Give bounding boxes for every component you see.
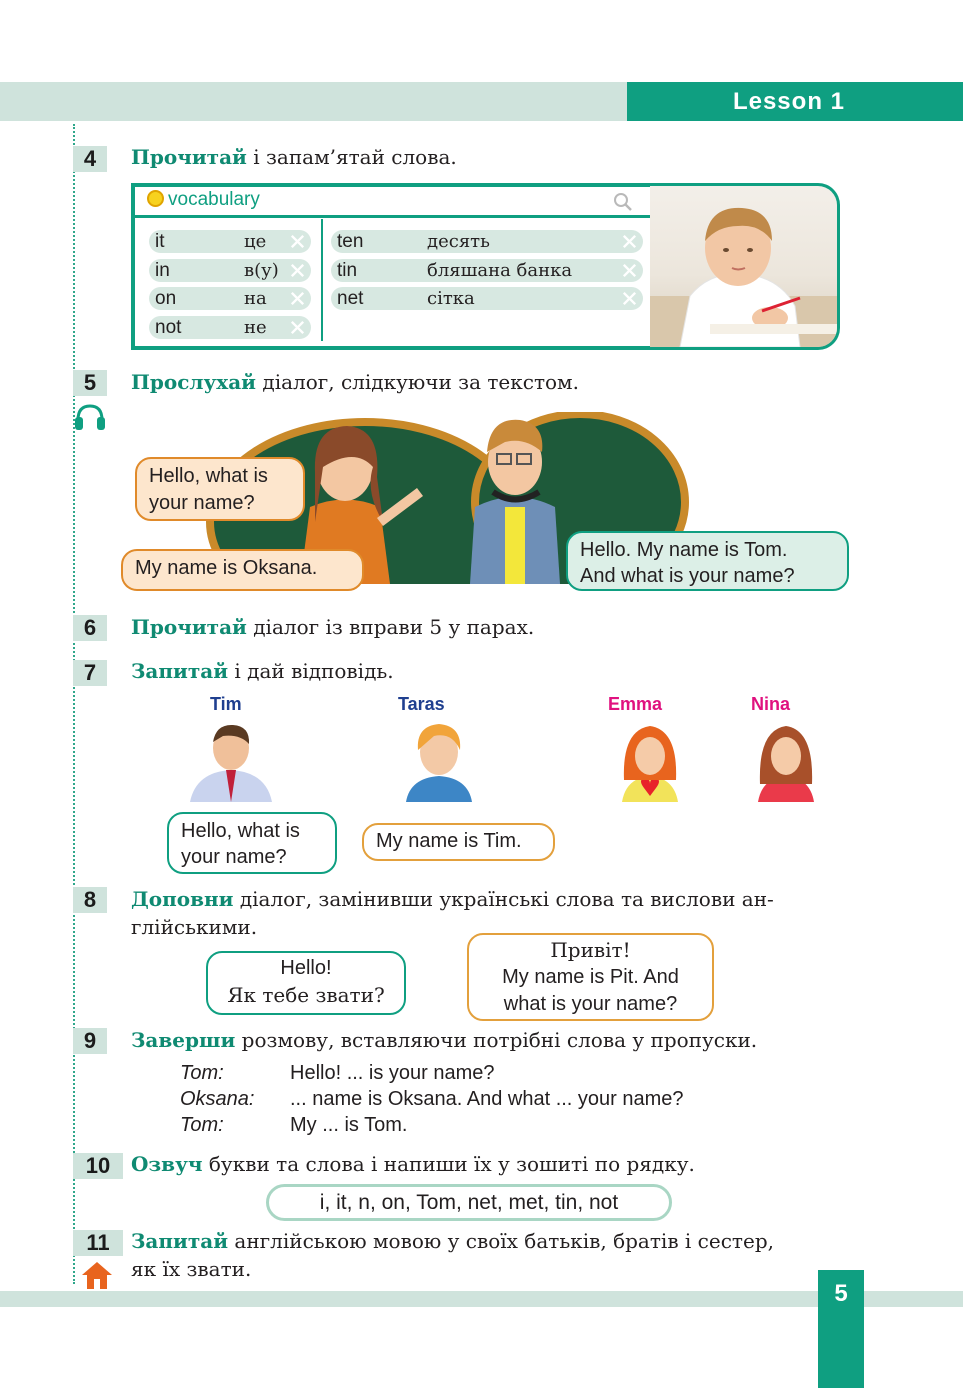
headphones-icon [73,402,107,432]
lesson-title: Lesson 1 [627,82,963,121]
tim-portrait [188,720,274,802]
close-icon [620,261,639,280]
close-icon [288,232,307,251]
letters-box: i, it, n, on, Tom, net, met, tin, not [266,1184,672,1221]
exercise-number-9: 9 [73,1028,107,1054]
exercise-9-instruction: Заверши розмову, вставляючи потрібні слова у пропуски. [131,1028,758,1052]
search-icon [613,192,633,212]
close-icon [288,289,307,308]
vocab-item: net сітка [331,287,643,310]
speech-bubble-pit: Привіт! My name is Pit. And what is your name? [467,933,714,1021]
vocabulary-dot-icon [147,190,164,207]
exercise-4-instruction: Прочитай і запам’ятай слова. [131,145,457,169]
exercise-5-instruction: Прослухай діалог, слідкуючи за текстом. [131,370,579,394]
vocabulary-title: vocabulary [168,189,260,210]
vocab-item: ten десять [331,230,643,253]
exercise-11-instruction: Запитай англійською мовою у своїх батьків, братів і сестер, як їх звати. [131,1229,774,1281]
vocabulary-header [135,187,652,218]
dialogue-line: Oksana: ... name is Oksana. And what ... your name? [180,1088,684,1110]
margin-dotted-line [73,124,75,1284]
vocabulary-box [131,183,656,350]
vocab-item: tin бляшана банка [331,259,643,282]
name-nina: Nina [751,694,791,714]
exercise-number-11: 11 [73,1230,123,1256]
home-icon [80,1260,114,1290]
vocab-item: on на [149,287,311,310]
page-number: 5 [818,1270,864,1388]
boy-writing-photo [650,183,840,350]
vocabulary-divider [321,219,323,341]
taras-portrait [404,720,474,802]
speech-bubble-hello: Hello! Як тебе звати? [206,951,406,1015]
exercise-10-instruction: Озвуч букви та слова і напиши їх у зошиті по рядку. [131,1152,695,1176]
exercise-number-5: 5 [73,370,107,396]
speech-bubble-answer: My name is Tim. [362,823,555,861]
exercise-number-7: 7 [73,660,107,686]
emma-portrait [618,720,682,802]
exercise-8-instruction: Доповни діалог, замінивши українські слова та вислови ан- глійськими. [131,887,774,939]
speech-bubble-question: Hello, what is your name? [167,812,337,874]
speech-bubble-oksana-question: Hello, what is your name? [135,457,305,521]
speech-bubble-oksana-answer: My name is Oksana. [121,549,364,591]
close-icon [288,318,307,337]
exercise-number-6: 6 [73,615,107,641]
close-icon [620,232,639,251]
exercise-6-instruction: Прочитай діалог із вправи 5 у парах. [131,615,535,639]
dialogue-line: Tom: My ... is Tom. [180,1114,408,1136]
close-icon [288,261,307,280]
vocab-item: it це [149,230,311,253]
speech-bubble-tom: Hello. My name is Tom. And what is your name? [566,531,849,591]
dialogue-line: Tom: Hello! ... is your name? [180,1062,495,1084]
name-emma: Emma [608,694,663,714]
exercise-7-instruction: Запитай і дай відповідь. [131,659,394,683]
vocab-item: in в(у) [149,259,311,282]
name-tim: Tim [210,694,242,714]
exercise-number-4: 4 [73,146,107,172]
name-taras: Taras [398,694,445,714]
nina-portrait [754,720,818,802]
exercise-number-10: 10 [73,1153,123,1179]
vocab-item: not не [149,316,311,339]
close-icon [620,289,639,308]
exercise-number-8: 8 [73,887,107,913]
